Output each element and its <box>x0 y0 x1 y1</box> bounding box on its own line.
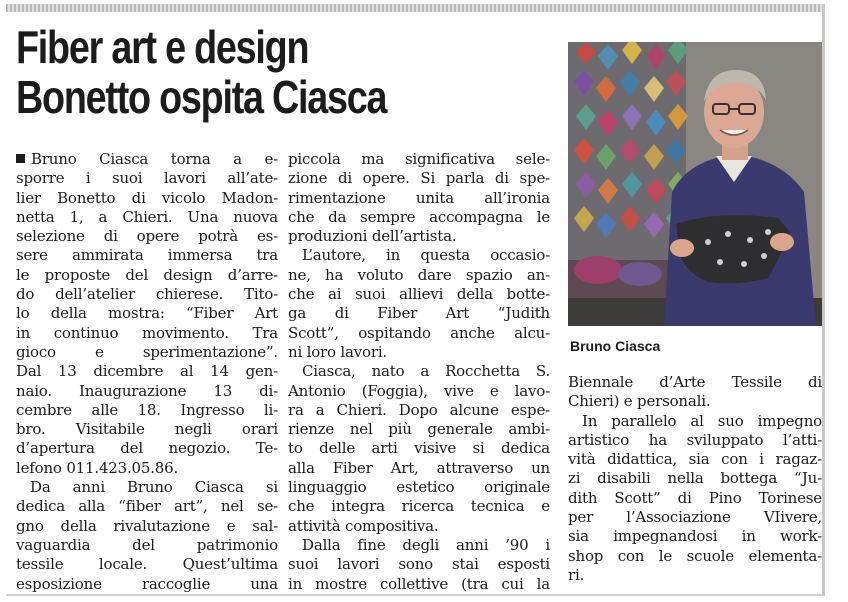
text-line: che da sempre accompagna le <box>288 207 550 226</box>
text-line: sia impegnandosi in work- <box>568 527 822 546</box>
right-border <box>822 4 825 596</box>
text-line: Antonio (Foggia), vive e lavo- <box>288 381 550 400</box>
text-line: Dalla fine degli anni ’90 i <box>302 535 550 554</box>
text-line: lefono 011.423.05.86. <box>16 458 179 477</box>
text-line: sporre i suoi lavori all’ate- <box>16 169 278 188</box>
text-line-content: Bruno Ciasca torna a e- <box>31 150 278 168</box>
text-line: Chieri) e personali. <box>568 392 711 411</box>
text-line: shop con le scuole elementa- <box>568 546 822 565</box>
text-line: naio. Inaugurazione 13 di- <box>16 381 278 400</box>
text-line: ri. <box>568 565 585 584</box>
text-line: piccola ma significativa sele- <box>288 150 550 168</box>
bullet-square-icon <box>16 154 25 163</box>
text-line: che integra ricerca tecnica e <box>288 497 550 516</box>
bottom-border <box>6 594 822 596</box>
text-line: sere ammirata immersa tra <box>16 246 278 265</box>
headline-line-2: Bonetto ospita Ciasca <box>16 71 387 123</box>
artist-photo-illustration <box>568 42 822 326</box>
article-column-1 <box>16 150 278 594</box>
text-line: rimentazione unita all’ironia <box>288 188 550 207</box>
text-line: produzioni dell’artista. <box>288 227 457 246</box>
text-line: zi disabili nella bottega “Ju- <box>568 469 822 488</box>
text-line: d’apertura del negozio. Te- <box>16 439 278 458</box>
text-line: dith Scott” di Pino Torinese <box>568 488 822 507</box>
text-line: do dell’atelier chierese. Tito- <box>16 285 278 304</box>
text-line: ni loro lavori. <box>288 342 388 361</box>
text-line: dedica alla “fiber art”, nel se- <box>16 497 278 516</box>
text-line: suoi lavori sono stai esposti <box>288 555 550 574</box>
text-line: esposizione raccoglie una <box>16 574 278 593</box>
text-line: netta 1, a Chieri. Una nuova <box>16 207 278 226</box>
text-line: gioco e sperimentazione”. <box>16 342 278 361</box>
photo-caption: Bruno Ciasca <box>570 338 661 354</box>
headline <box>16 22 459 122</box>
text-line: vaguardia del patrimonio <box>16 535 278 554</box>
text-line: In parallelo al suo impegno <box>582 411 822 430</box>
text-line: Scott”, ospitando anche alcu- <box>288 323 550 342</box>
text-line: lier Bonetto di vicolo Madon- <box>16 188 278 207</box>
text-line: gno della rivalutazione e sal- <box>16 516 278 535</box>
artist-photo <box>568 42 822 326</box>
text-line: artistico ha sviluppato l’atti- <box>568 430 822 449</box>
text-line: ga di Fiber Art “Judith <box>288 304 550 323</box>
text-line: linguaggio estetico originale <box>288 478 550 497</box>
text-line: che ai suoi allievi della botte- <box>288 285 550 304</box>
text-line: to delle arti visive si dedica <box>288 439 550 458</box>
text-line: bro. Visitabile negli orari <box>16 420 278 439</box>
text-line: L’autore, in questa occasio- <box>302 246 550 265</box>
top-border <box>6 4 822 12</box>
headline-line-1: Fiber art e design <box>16 21 309 73</box>
text-line: Ciasca, nato a Rocchetta S. <box>302 362 550 381</box>
text-line: rienze nel più generale ambi- <box>288 420 550 439</box>
text-line: Dal 13 dicembre al 14 gen- <box>16 362 278 381</box>
text-line: selezione di opere potrà es- <box>16 227 278 246</box>
text-line: in continuo movimento. Tra <box>16 323 278 342</box>
text-line: in mostre collettive (tra cui la <box>288 574 550 593</box>
text-line <box>16 150 278 169</box>
text-line: vità didattica, sia con i ragaz- <box>568 450 822 469</box>
text-line: alla Fiber Art, attraverso un <box>288 458 550 477</box>
text-line: per l’Associazione VIivere, <box>568 508 822 527</box>
article-column-2 <box>288 150 550 594</box>
text-line: cembre alle 18. Ingresso li- <box>16 400 278 419</box>
text-line: zione di opere. Si parla di spe- <box>288 169 550 188</box>
text-line: attività compositiva. <box>288 516 439 535</box>
text-line: tessile locale. Quest’ultima <box>16 555 278 574</box>
text-line: le proposte del design d’arre- <box>16 265 278 284</box>
text-line: ra a Chieri. Dopo alcune espe- <box>288 400 550 419</box>
text-line: ne, ha voluto dare spazio an- <box>288 265 550 284</box>
text-line: Da anni Bruno Ciasca si <box>30 478 278 497</box>
text-line: lo della mostra: “Fiber Art <box>16 304 278 323</box>
article-column-3 <box>568 373 822 585</box>
text-line: Biennale d’Arte Tessile di <box>568 373 822 391</box>
